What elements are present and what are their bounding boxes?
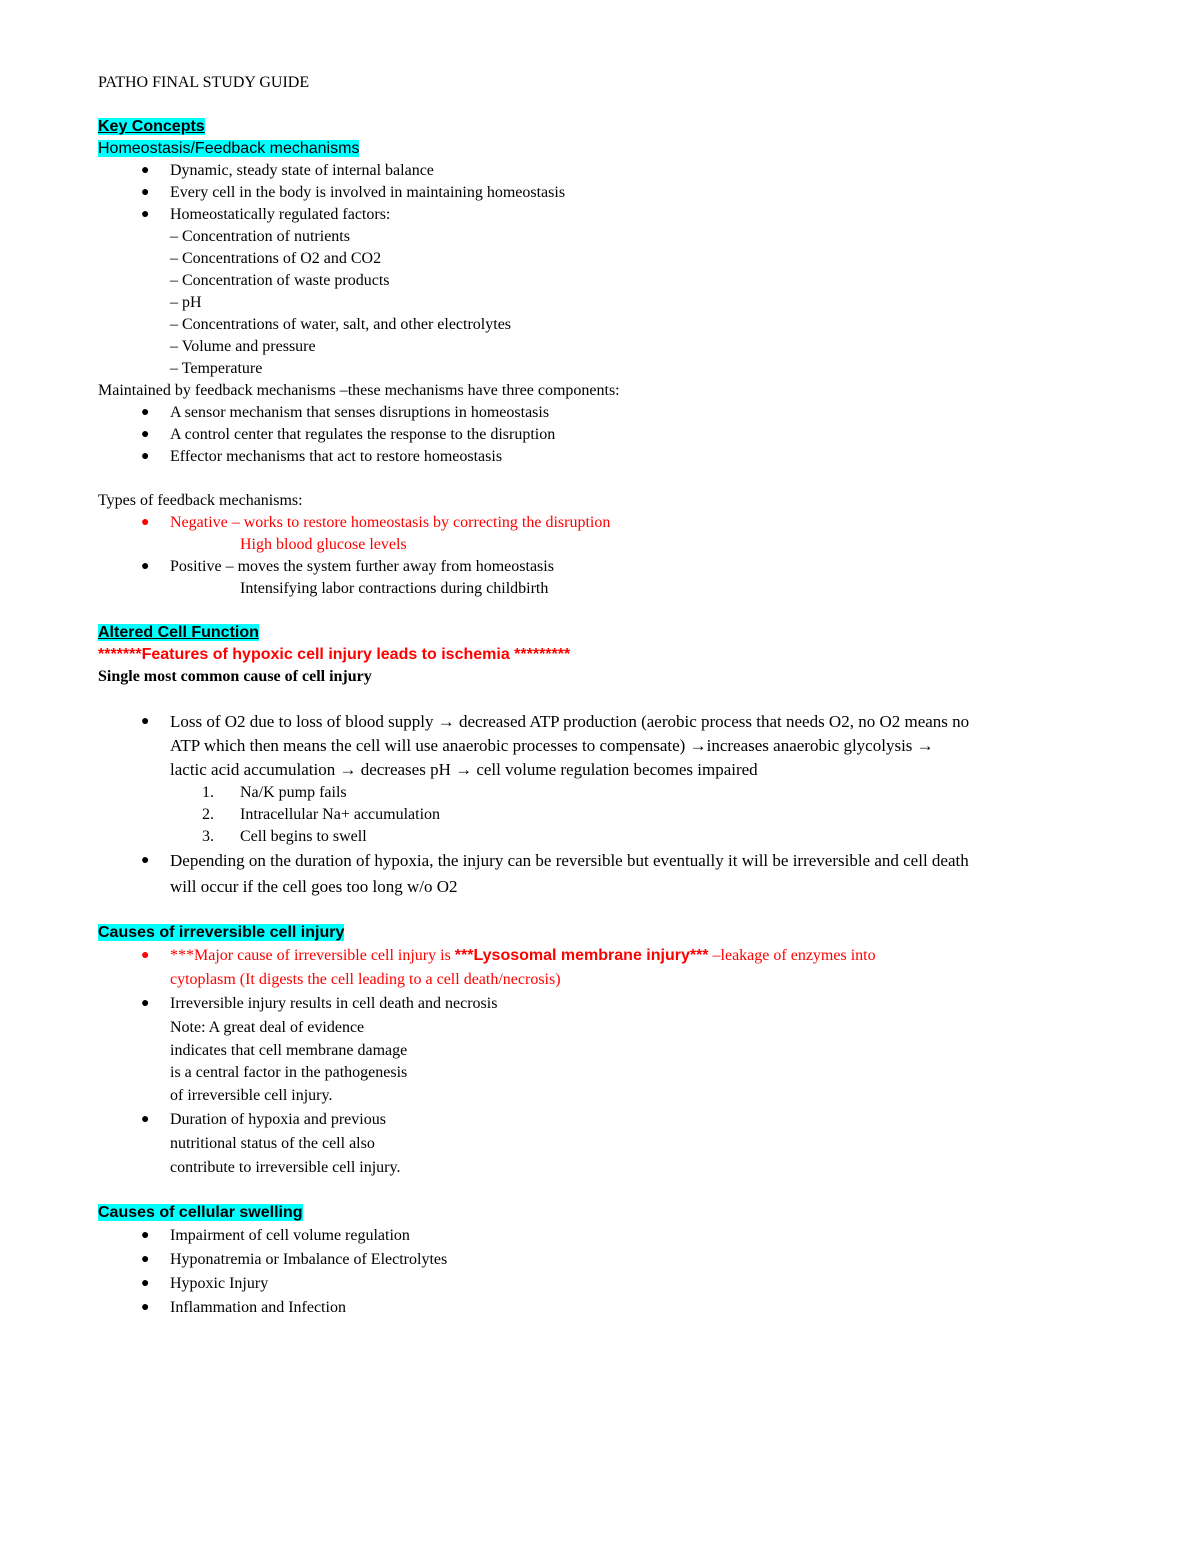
item-number: 1. <box>202 784 214 801</box>
spacer <box>98 600 1118 622</box>
bullet-item <box>98 848 1118 874</box>
bullet-item <box>98 424 1118 446</box>
bullet-item <box>98 446 1118 468</box>
bullet-item <box>98 512 1118 534</box>
bullet-item <box>98 944 1118 968</box>
bullet-text: Every cell in the body is involved in maintaining homeostasis <box>170 184 566 201</box>
page-title: PATHO FINAL STUDY GUIDE <box>98 74 310 91</box>
bullet-icon: ● <box>141 996 150 1011</box>
bullet-item <box>98 1296 1118 1320</box>
factor-item: – Concentration of nutrients <box>170 228 350 245</box>
bullet-item <box>98 1224 1118 1248</box>
spacer <box>98 900 1118 922</box>
paragraph-line: Loss of O2 due to loss of blood supply → decreased ATP production (aerobic process that needs O2, no O2 means no <box>170 712 970 731</box>
bullet-item <box>98 710 1118 734</box>
bullet-icon: ● <box>141 185 150 200</box>
major-cause-line2: cytoplasm (It digests the cell leading to a cell death/necrosis) <box>170 971 561 988</box>
bullet-text: Effector mechanisms that act to restore homeostasis <box>170 448 503 465</box>
irreversible-injury-heading: Causes of irreversible cell injury <box>98 924 345 941</box>
bullet-text: Inflammation and Infection <box>170 1299 346 1316</box>
paragraph-line: Depending on the duration of hypoxia, the injury can be reversible but eventually it will be irreversible and cell death <box>170 851 969 870</box>
altered-cell-function-heading: Altered Cell Function <box>98 624 259 641</box>
positive-feedback-text: Positive – moves the system further away from homeostasis <box>170 558 554 575</box>
spacer <box>98 94 1118 116</box>
bullet-item <box>98 992 1118 1016</box>
bullet-text: A control center that regulates the response to the disruption <box>170 426 556 443</box>
spacer <box>98 1180 1118 1202</box>
item-number: 2. <box>202 806 214 823</box>
bullet-item <box>98 204 1118 226</box>
note-line: indicates that cell membrane damage <box>170 1042 408 1059</box>
negative-example: High blood glucose levels <box>240 536 407 553</box>
bullet-item <box>98 160 1118 182</box>
spacer <box>98 468 1118 490</box>
types-label: Types of feedback mechanisms: <box>98 492 303 509</box>
paragraph-line: ATP which then means the cell will use anaerobic processes to compensate) →increases anaerobic glycolysis → <box>170 736 934 755</box>
bullet-text: Impairment of cell volume regulation <box>170 1227 410 1244</box>
bullet-item <box>98 556 1118 578</box>
spacer <box>98 688 1118 710</box>
most-common-cause-line: Single most common cause of cell injury <box>98 668 372 685</box>
bullet-icon: ● <box>141 853 150 868</box>
major-cause-text: ***Major cause of irreversible cell injury is <box>170 947 455 964</box>
bullet-icon: ● <box>141 449 150 464</box>
bullet-item <box>98 182 1118 204</box>
note-line: Note: A great deal of evidence <box>170 1019 365 1036</box>
item-text: Intracellular Na+ accumulation <box>240 806 441 823</box>
numbered-item <box>98 782 1118 804</box>
bullet-icon: ● <box>141 1276 150 1291</box>
item-text: Cell begins to swell <box>240 828 367 845</box>
factor-item: – Concentration of waste products <box>170 272 390 289</box>
cellular-swelling-heading: Causes of cellular swelling <box>98 1204 303 1221</box>
paragraph-line: lactic acid accumulation → decreases pH → cell volume regulation becomes impaired <box>170 760 758 779</box>
bullet-icon: ● <box>141 207 150 222</box>
key-concepts-heading: Key Concepts <box>98 118 205 135</box>
negative-feedback-text: Negative – works to restore homeostasis by correcting the disruption <box>170 514 611 531</box>
bullet-icon: ● <box>141 163 150 178</box>
major-cause-text: –leakage of enzymes into <box>708 947 876 964</box>
bullet-text: Irreversible injury results in cell death and necrosis <box>170 995 498 1012</box>
bullet-icon: ● <box>141 1300 150 1315</box>
bullet-text: A sensor mechanism that senses disruptions in homeostasis <box>170 404 550 421</box>
section-heading <box>98 922 1118 944</box>
factor-item: – pH <box>170 294 202 311</box>
factor-item: – Concentrations of water, salt, and other electrolytes <box>170 316 512 333</box>
numbered-item <box>98 826 1118 848</box>
bullet-icon: ● <box>141 405 150 420</box>
lysosomal-injury-text: ***Lysosomal membrane injury*** <box>454 947 709 964</box>
bullet-text: Hyponatremia or Imbalance of Electrolytes <box>170 1251 448 1268</box>
hypoxic-injury-line: *******Features of hypoxic cell injury leads to ischemia ********* <box>98 646 571 663</box>
bullet-icon: ● <box>141 427 150 442</box>
numbered-item <box>98 804 1118 826</box>
bullet-icon: ● <box>141 515 150 530</box>
factor-item: – Volume and pressure <box>170 338 316 355</box>
item-text: Na/K pump fails <box>240 784 347 801</box>
factor-item: – Concentrations of O2 and CO2 <box>170 250 382 267</box>
bullet-text: Duration of hypoxia and previous <box>170 1111 386 1128</box>
duration-line: nutritional status of the cell also <box>170 1135 375 1152</box>
paragraph-line: will occur if the cell goes too long w/o O2 <box>170 877 458 896</box>
bullet-icon: ● <box>141 714 150 729</box>
positive-example: Intensifying labor contractions during childbirth <box>240 580 549 597</box>
homeostasis-subheading: Homeostasis/Feedback mechanisms <box>98 140 360 157</box>
maintained-line: Maintained by feedback mechanisms –these mechanisms have three components: <box>98 382 620 399</box>
bullet-item <box>98 1108 1118 1132</box>
section-heading <box>98 1202 1118 1224</box>
bullet-text: Dynamic, steady state of internal balance <box>170 162 434 179</box>
subheading-line <box>98 138 1118 160</box>
bullet-icon: ● <box>141 948 150 963</box>
bullet-item <box>98 402 1118 424</box>
section-heading <box>98 116 1118 138</box>
duration-line: contribute to irreversible cell injury. <box>170 1159 401 1176</box>
factor-item: – Temperature <box>170 360 263 377</box>
bullet-icon: ● <box>141 1252 150 1267</box>
bullet-text: Homeostatically regulated factors: <box>170 206 391 223</box>
bullet-icon: ● <box>141 1112 150 1127</box>
note-line: of irreversible cell injury. <box>170 1087 333 1104</box>
item-number: 3. <box>202 828 214 845</box>
document-page <box>98 70 1118 1320</box>
bullet-icon: ● <box>141 1228 150 1243</box>
bullet-icon: ● <box>141 559 150 574</box>
bullet-text: Hypoxic Injury <box>170 1275 269 1292</box>
note-line: is a central factor in the pathogenesis <box>170 1064 408 1081</box>
section-heading <box>98 622 1118 644</box>
bullet-item <box>98 1272 1118 1296</box>
bullet-item <box>98 1248 1118 1272</box>
